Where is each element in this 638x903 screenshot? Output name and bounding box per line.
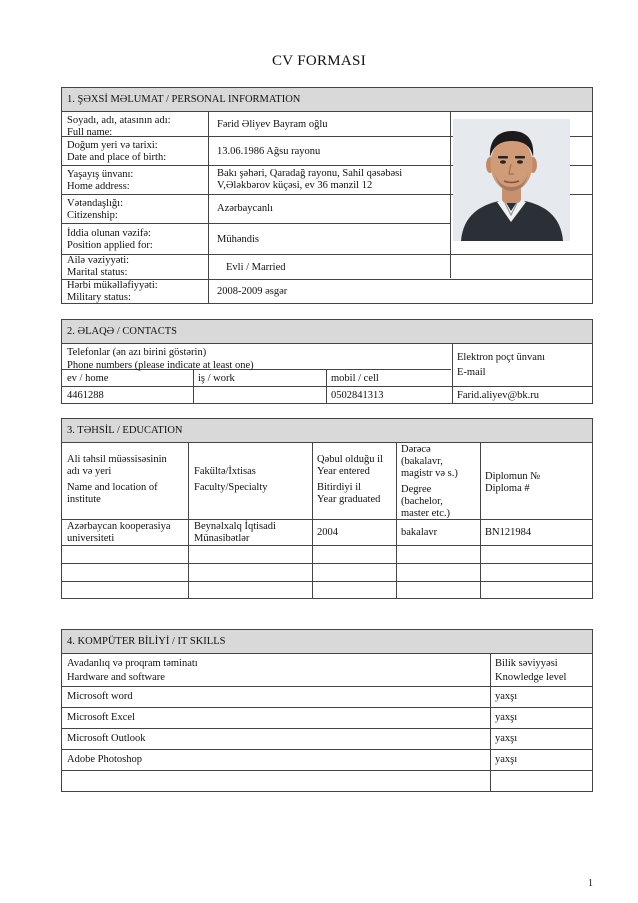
document-title: CV FORMASI	[271, 53, 366, 69]
value-birth: 13.06.1986 Ağsu rayonu	[217, 146, 321, 157]
edu-row-degree: bakalavr	[401, 527, 438, 538]
skill-name: Adobe Photoshop	[67, 754, 142, 765]
edu-header-faculty: Fakültə/İxtisas Faculty/Specialty	[194, 466, 268, 493]
edu-header-diploma: Diplomun № Diploma #	[485, 471, 541, 494]
email-value: Farid.aliyev@bk.ru	[457, 390, 539, 401]
value-military: 2008-2009 əsgər	[217, 286, 288, 297]
it-skills-heading: 4. KOMPÜTER BİLİYİ / IT SKILLS	[62, 630, 592, 654]
skill-level: yaxşı	[495, 733, 518, 744]
skill-name: Microsoft word	[67, 691, 133, 702]
label-address: Yaşayış ünvanı: Home address:	[67, 169, 134, 192]
edu-row-faculty: Beynəlxalq İqtisadi Münasibətlər	[194, 521, 276, 544]
page-number: 1	[588, 878, 593, 889]
value-position: Mühəndis	[217, 234, 259, 245]
profile-photo	[453, 119, 570, 241]
skill-name: Microsoft Outlook	[67, 733, 146, 744]
value-address: Bakı şəhəri, Qaradağ rayonu, Sahil qəsəbəsi V,Ələkbərov küçəsi, ev 36 mənzil 12	[217, 168, 403, 191]
it-skills-section	[61, 629, 593, 792]
value-citizenship: Azərbaycanlı	[217, 203, 273, 214]
col-home-label: ev / home	[67, 373, 109, 384]
value-marital: Evli / Married	[226, 262, 286, 273]
email-label: Elektron poçt ünvanı E-mail	[457, 352, 546, 378]
skills-header-software: Avadanlıq və proqram təminatı Hardware and software	[67, 658, 198, 683]
col-cell-label: mobil / cell	[331, 373, 379, 384]
col-work-label: iş / work	[198, 373, 235, 384]
value-full-name: Fərid Əliyev Bayram oğlu	[217, 119, 328, 130]
skills-header-level: Bilik səviyyəsi Knowledge level	[495, 658, 567, 683]
home-phone-value: 4461288	[67, 390, 104, 401]
edu-header-years: Qəbul olduğu il Year entered Bitirdiyi il Year graduated	[317, 454, 383, 505]
edu-row-institute: Azərbaycan kooperasiya universiteti	[67, 521, 171, 544]
education-heading: 3. TƏHSİL / EDUCATION	[62, 419, 592, 443]
edu-row-diploma: BN121984	[485, 527, 532, 538]
skill-level: yaxşı	[495, 712, 518, 723]
label-marital: Ailə vəziyyəti: Marital status:	[67, 255, 130, 278]
personal-info-heading: 1. ŞƏXSİ MƏLUMAT / PERSONAL INFORMATION	[62, 88, 592, 112]
label-birth: Doğum yeri və tarixi: Date and place of birth:	[67, 140, 167, 163]
skill-level: yaxşı	[495, 691, 518, 702]
skill-name: Microsoft Excel	[67, 712, 135, 723]
edu-row-year: 2004	[317, 527, 338, 538]
label-full-name: Soyadı, adı, atasının adı: Full name:	[67, 115, 171, 138]
label-military: Hərbi mükəlləfiyyəti: Military status:	[67, 280, 158, 303]
label-position: İddia olunan vəzifə: Position applied for:	[67, 228, 153, 251]
cell-phone-value: 0502841313	[331, 390, 384, 401]
phones-label: Telefonlar (ən azı birini göstərin) Phone numbers (please indicate at least one)	[67, 347, 254, 371]
edu-header-institute: Ali təhsil müəssisəsinin adı və yeri Name and location of institute	[67, 454, 167, 505]
skill-level: yaxşı	[495, 754, 518, 765]
contacts-section	[61, 319, 593, 404]
label-citizenship: Vətəndaşlığı: Citizenship:	[67, 198, 123, 221]
edu-header-degree: Dərəcə (bakalavr, magistr və s.) Degree (bachelor, master etc.)	[401, 444, 458, 519]
contacts-heading: 2. ƏLAQƏ / CONTACTS	[62, 320, 592, 344]
education-section	[61, 418, 593, 599]
